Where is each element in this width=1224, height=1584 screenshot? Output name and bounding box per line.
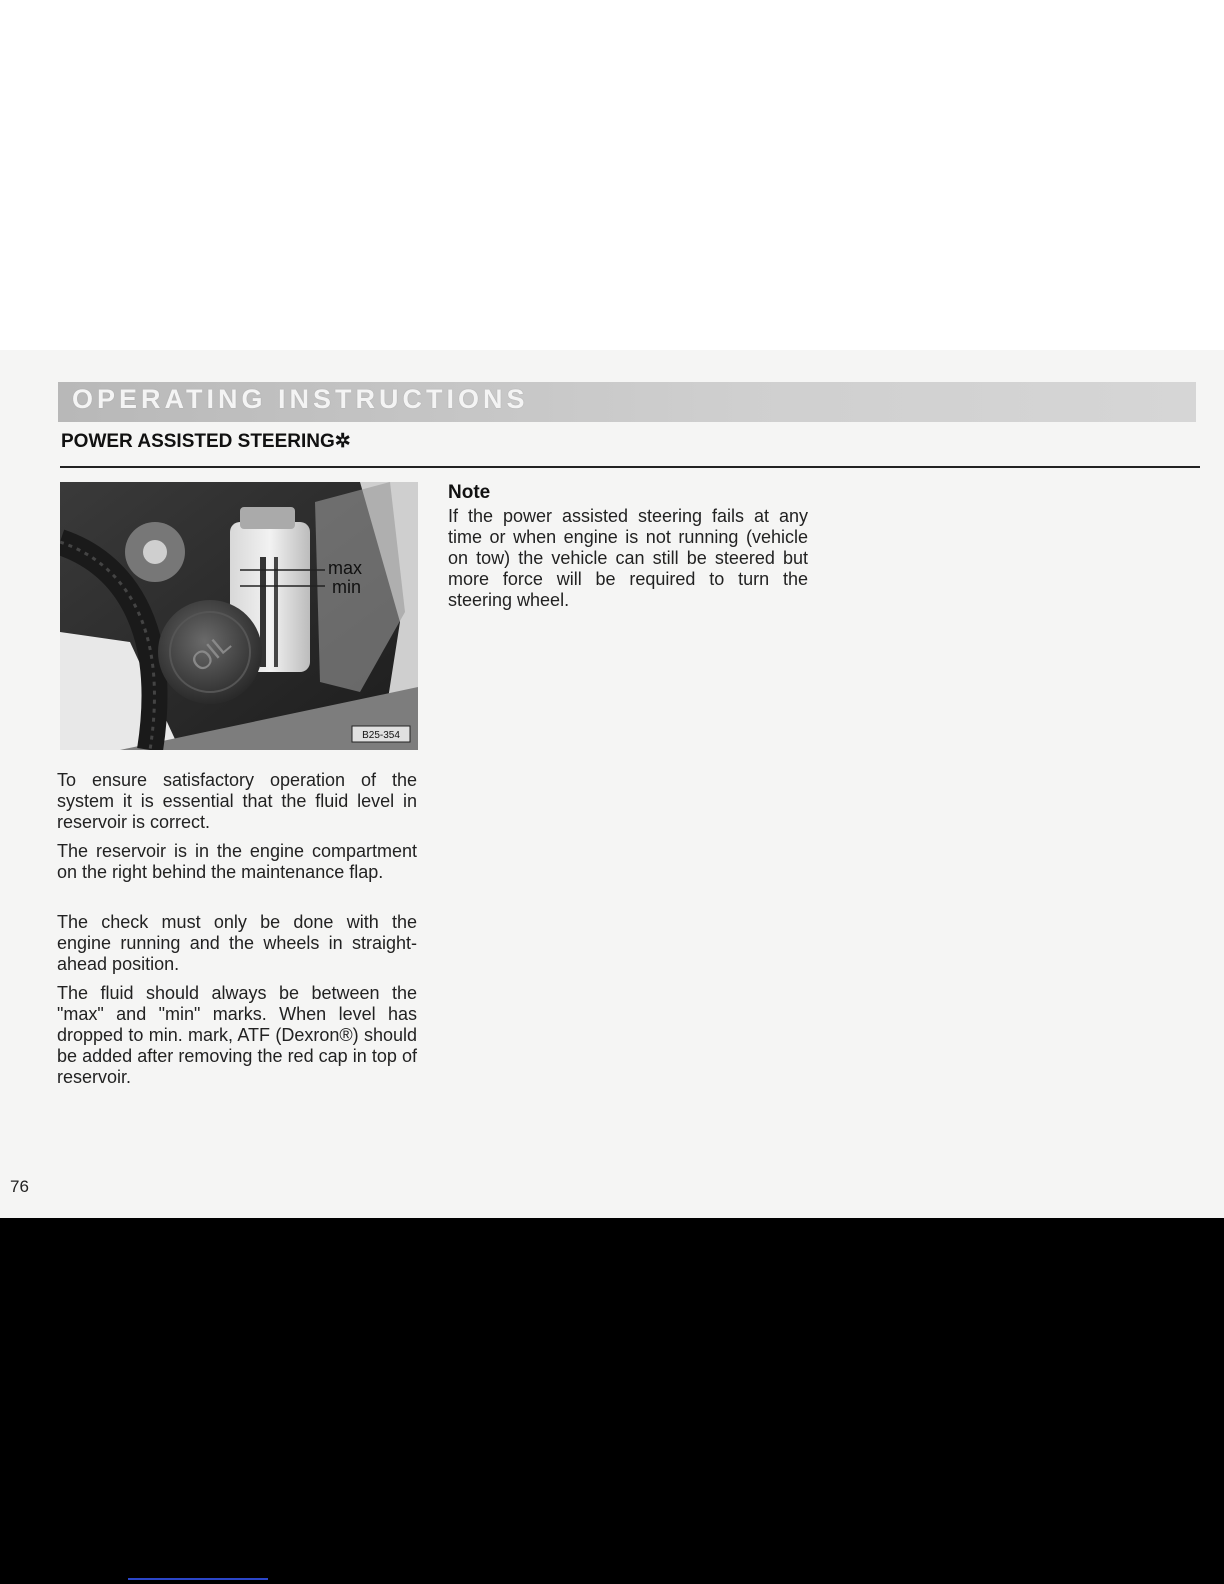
min-label: min <box>332 577 362 597</box>
scan-background <box>0 1218 1224 1584</box>
blank-area <box>0 0 1224 350</box>
max-label: max <box>328 558 363 578</box>
paragraph-fluid-level: To ensure satisfactory operation of the system it is essential that the fluid level in reservoir is correct. <box>57 770 417 832</box>
paragraph-check-conditions: The check must only be done with the engine running and the wheels in straight-ahead position. <box>57 912 417 974</box>
paragraph-fluid-marks: The fluid should always be between the "max" and "min" marks. When level has dropped to min. mark, ATF (Dexron®) should be added after removing the red cap in top of reservoir. <box>57 983 417 1087</box>
note-text: If the power assisted steering fails at any time or when engine is not running (vehicle on tow) the vehicle can still be steered but more force will be required to turn the steering wheel. <box>448 506 808 610</box>
scan-artifact-line <box>128 1578 268 1580</box>
engine-compartment-illustration <box>60 482 418 750</box>
paragraph-reservoir-location: The reservoir is in the engine compartment on the right behind the maintenance flap. <box>57 841 417 882</box>
figure-code: B25-354 <box>362 730 400 741</box>
reservoir-photo <box>60 482 418 750</box>
note-heading: Note <box>448 482 491 503</box>
page-number: 76 <box>10 1177 29 1196</box>
title-rule <box>60 466 1200 468</box>
section-title: POWER ASSISTED STEERING✲ <box>61 431 351 452</box>
oil-cap-label: OIL <box>184 627 237 678</box>
banner-title: OPERATING INSTRUCTIONS <box>72 384 529 414</box>
